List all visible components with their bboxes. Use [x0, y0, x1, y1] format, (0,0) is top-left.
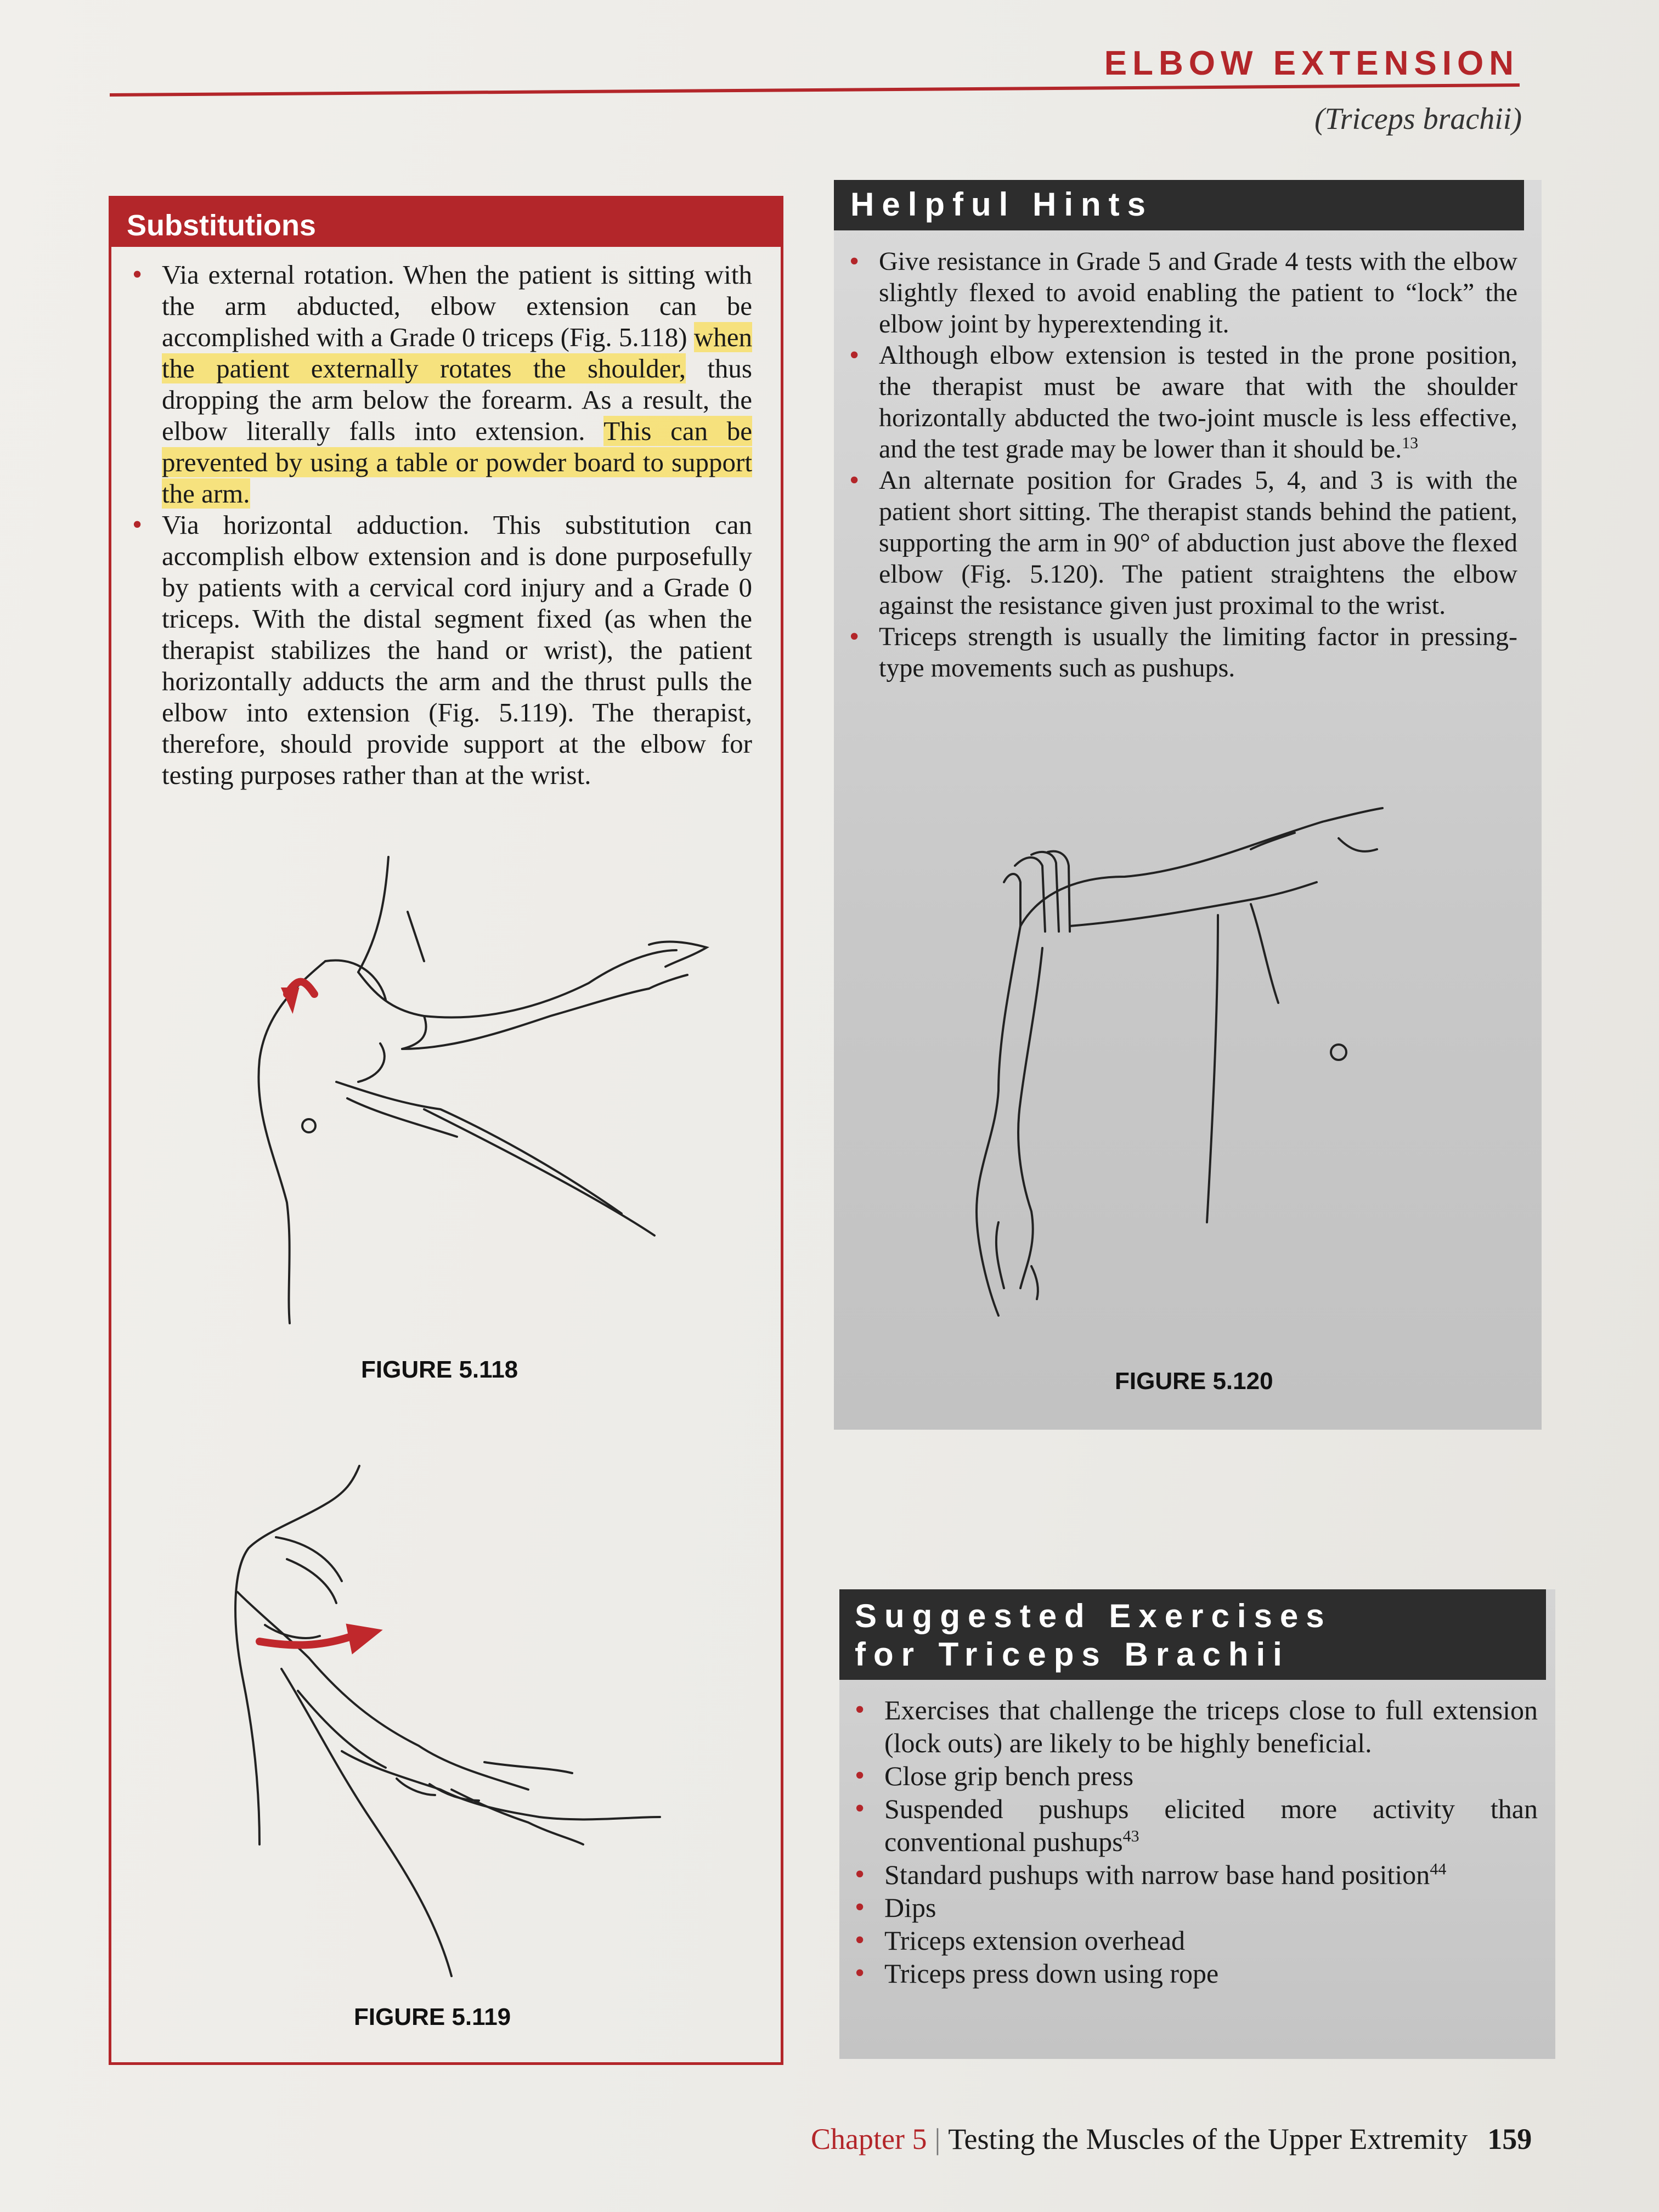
bullet-icon: •: [855, 1760, 865, 1791]
text-segment: Suspended pushups elicited more activity than conventional pushups: [884, 1793, 1538, 1857]
text-segment: Via horizontal adduction. This substitution can accomplish elbow extension and is done purposefully by patients with a cervical cord injury and a Grade 0 triceps. With the distal segment fixed (as when the therapist stabilizes the hand or wrist), the patient horizontally adducts the arm and the thrust pulls the elbow into extension (Fig. 5.119). The therapist, therefore, should provide support at the elbow for testing purposes rather than at the wrist.: [162, 510, 752, 790]
footer-separator: |: [934, 2123, 941, 2155]
substitutions-box: [109, 196, 783, 2065]
page-footer: [811, 2122, 1532, 2156]
bullet-icon: •: [849, 246, 860, 277]
figure-caption: FIGURE 5.120: [1115, 1368, 1273, 1395]
list-item: [849, 1694, 1538, 1759]
bullet-icon: •: [855, 1694, 865, 1725]
text-segment: Give resistance in Grade 5 and Grade 4 tests with the elbow slightly flexed to avoid enabling the patient to “lock” the elbow joint by hyperextending it.: [879, 247, 1517, 338]
header-rule: [110, 83, 1520, 97]
bullet-icon: •: [855, 1892, 865, 1923]
list-item: [127, 509, 752, 791]
text-segment: An alternate position for Grades 5, 4, and 3 is with the patient short sitting. The therapist stands behind the patient, supporting the arm in 90° of abduction just above the flexed elbow (Fig. 5.120). The patient straightens the elbow against the resistance given just proximal to the wrist.: [879, 466, 1517, 620]
text-segment: Triceps strength is usually the limiting factor in pressing-type movements such as pushups.: [879, 622, 1517, 682]
exercises-list: [849, 1694, 1538, 1990]
title-line: for Triceps Brachii: [855, 1636, 1290, 1673]
helpful-hints-list: [844, 246, 1517, 684]
text-segment: thus dropping the arm below the forearm. As a result, the elbow literally falls into extension.: [162, 353, 752, 446]
page-subtitle: (Triceps brachii): [1314, 102, 1522, 136]
bullet-icon: •: [855, 1925, 865, 1956]
highlighted-text: This can be prevented by using a table or powder board to support the arm.: [162, 416, 752, 509]
bullet-icon: •: [855, 1859, 865, 1890]
figure-5-118-illustration: [194, 851, 742, 1334]
helpful-hints-title: Helpful Hints: [834, 180, 1524, 230]
suggested-exercises-box: [839, 1589, 1555, 2059]
list-item: [849, 1858, 1538, 1891]
list-item: [849, 1957, 1538, 1990]
bullet-icon: •: [855, 1957, 865, 1989]
text-segment: Exercises that challenge the triceps close to full extension (lock outs) are likely to be highly beneficial.: [884, 1695, 1538, 1758]
reference-superscript: 43: [1122, 1827, 1139, 1846]
text-segment: Via external rotation. When the patient is sitting with the arm abducted, elbow extension can be accomplished with a Grade 0 triceps (Fig. 5.118): [162, 259, 752, 352]
title-line: Suggested Exercises: [855, 1598, 1332, 1634]
bullet-icon: •: [849, 621, 860, 652]
page-number: 159: [1487, 2123, 1532, 2155]
highlighted-text: when the patient externally rotates the shoulder,: [162, 322, 752, 383]
helpful-hints-box: [834, 180, 1542, 1430]
text-segment: Dips: [884, 1892, 936, 1923]
figure-5-119-illustration: [188, 1460, 737, 1987]
text-segment: Triceps extension overhead: [884, 1925, 1186, 1956]
bullet-icon: •: [849, 465, 860, 496]
page-title: ELBOW EXTENSION: [1104, 44, 1519, 82]
list-item: [849, 1792, 1538, 1858]
bullet-icon: •: [855, 1793, 865, 1824]
substitutions-title: Substitutions: [111, 199, 781, 247]
suggested-exercises-title: [839, 1589, 1546, 1680]
list-item: [844, 621, 1517, 684]
list-item: [849, 1759, 1538, 1792]
text-segment: Triceps press down using rope: [884, 1958, 1219, 1989]
list-item: [844, 340, 1517, 465]
substitutions-list: [127, 259, 752, 791]
list-item: [849, 1891, 1538, 1924]
list-item: [127, 259, 752, 509]
chapter-title: Testing the Muscles of the Upper Extremity: [948, 2123, 1468, 2155]
reference-superscript: 13: [1402, 434, 1419, 452]
text-segment: Close grip bench press: [884, 1760, 1134, 1791]
chapter-label: Chapter 5: [811, 2123, 927, 2155]
figure-caption: FIGURE 5.118: [361, 1356, 518, 1383]
figure-caption: FIGURE 5.119: [354, 2004, 511, 2030]
text-segment: Although elbow extension is tested in the prone position, the therapist must be aware that with the shoulder horizontally abducted the two-joint muscle is less effective, and the test grade may be lower than it should be.: [879, 341, 1517, 464]
figure-5-120-illustration: [944, 794, 1492, 1332]
list-item: [844, 465, 1517, 621]
reference-superscript: 44: [1430, 1860, 1447, 1878]
bullet-icon: •: [132, 509, 143, 540]
list-item: [844, 246, 1517, 340]
list-item: [849, 1924, 1538, 1957]
text-segment: Standard pushups with narrow base hand position: [884, 1859, 1430, 1890]
bullet-icon: •: [849, 340, 860, 371]
bullet-icon: •: [132, 259, 143, 290]
